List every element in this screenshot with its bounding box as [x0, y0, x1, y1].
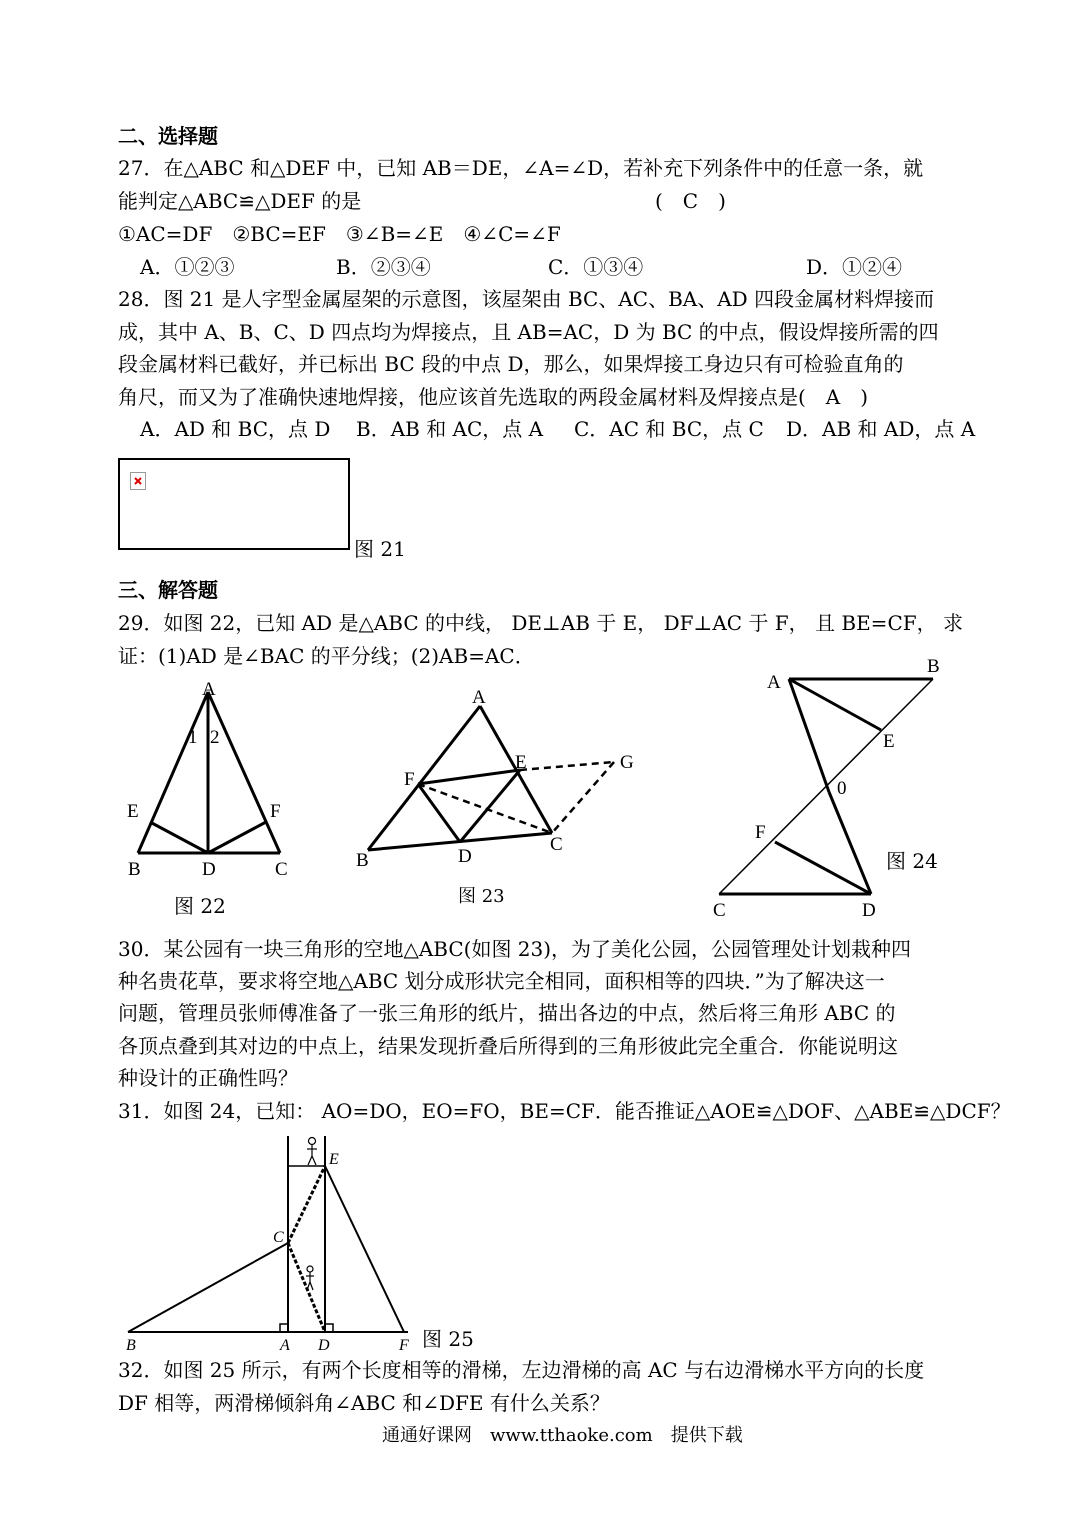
q27-conditions: ①AC=DF ②BC=EF ③∠B=∠E ④∠C=∠F	[118, 222, 561, 246]
fig25-right-angle-a	[280, 1324, 288, 1332]
figure-25	[118, 1130, 423, 1350]
q28-line3: 段金属材料已截好，并已标出 BC 段的中点 D，那么，如果焊接工身边只有可检验直角的	[118, 352, 904, 376]
fig23-label-g: G	[620, 752, 634, 773]
q31-text: 31．如图 24，已知： AO=DO，EO=FO，BE=CF．能否推证△AOE≌△DOF、△ABE≌△DCF？	[118, 1099, 1011, 1123]
broken-image-icon	[130, 472, 146, 490]
q28-line2: 成，其中 A、B、C、D 四点均为焊接点，且 AB=AC，D 为 BC 的中点，假设焊接所需的四	[118, 320, 939, 344]
fig23-dash-fc	[418, 784, 552, 833]
figure-21-label: 图 21	[354, 537, 406, 561]
fig23-label-e: E	[515, 752, 527, 773]
fig25-ladder-ce	[288, 1166, 325, 1243]
q29-line1: 29．如图 22，已知 AD 是△ABC 的中线， DE⊥AB 于 E， DF⊥AC 于 F， 且 BE=CF， 求	[118, 611, 963, 635]
figure-23	[352, 682, 652, 872]
fig25-label-b: B	[126, 1337, 136, 1350]
q27-option-d: D．①②④	[806, 255, 903, 279]
q30-line3: 问题，管理员张师傅准备了一张三角形的纸片，描出各边的中点，然后将三角形 ABC 的	[118, 1001, 896, 1025]
figure-23-label: 图 23	[458, 886, 505, 907]
fig25-label-d: D	[318, 1337, 330, 1350]
q30-line2: 种名贵花草，要求将空地△ABC 划分成形状完全相同，面积相等的四块．”为了解决这一	[118, 969, 885, 993]
fig24-label-c: C	[713, 900, 726, 921]
fig22-angle-1: 1	[188, 727, 198, 748]
q28-line4: 角尺，而又为了准确快速地焊接，他应该首先选取的两段金属材料及焊接点是( A )	[118, 385, 869, 409]
q27-line2: 能判定△ABC≌△DEF 的是	[118, 189, 362, 213]
fig22-label-f: F	[270, 801, 281, 822]
q32-line2: DF 相等，两滑梯倾斜角∠ABC 和∠DFE 有什么关系？	[118, 1391, 610, 1415]
q28-option-b: B．AB 和 AC，点 A	[356, 417, 544, 441]
figure-25-label: 图 25	[422, 1327, 474, 1351]
fig23-label-c: C	[550, 834, 563, 855]
q28-option-d: D．AB 和 AD，点 A	[786, 417, 976, 441]
fig24-seg-od	[829, 792, 871, 894]
fig23-mid-ed	[460, 770, 520, 842]
fig23-label-f: F	[404, 769, 415, 790]
q27-option-b: B．②③④	[336, 255, 431, 279]
fig22-side-ac	[208, 692, 280, 853]
q32-line1: 32．如图 25 所示，有两个长度相等的滑梯，左边滑梯的高 AC 与右边滑梯水平方向的长度	[118, 1358, 925, 1382]
fig23-mid-fd	[418, 784, 460, 842]
q30-line4: 各顶点叠到其对边的中点上，结果发现折叠后所得到的三角形彼此完全重合．你能说明这	[118, 1034, 898, 1058]
fig25-label-a: A	[280, 1337, 290, 1350]
fig24-label-e: E	[883, 731, 895, 752]
fig22-perp-de	[150, 822, 208, 853]
footer-credit: 通通好课网 www.tthaoke.com 提供下载	[382, 1425, 743, 1446]
fig25-label-f: F	[399, 1337, 409, 1350]
q27-option-c: C．①③④	[548, 255, 644, 279]
fig23-dash-eg	[520, 762, 614, 770]
fig23-label-a: A	[472, 687, 486, 708]
q27-answer: ( C )	[655, 189, 726, 213]
figure-21-placeholder	[118, 458, 350, 550]
fig25-person-mid-icon	[306, 1266, 314, 1290]
section-title-answer: 三、解答题	[118, 578, 218, 602]
fig25-label-e: E	[329, 1151, 339, 1168]
fig22-side-ab	[138, 692, 208, 853]
fig22-label-d: D	[202, 859, 216, 880]
figure-22	[118, 675, 308, 885]
figure-22-label: 图 22	[174, 894, 226, 918]
figure-24-label: 图 24	[886, 849, 938, 873]
q27-line1: 27．在△ABC 和△DEF 中，已知 AB＝DE，∠A=∠D，若补充下列条件中的任意一条，就	[118, 156, 924, 180]
fig24-seg-fd	[775, 842, 871, 894]
fig22-label-b: B	[128, 859, 141, 880]
q28-line1: 28．图 21 是人字型金属屋架的示意图，该屋架由 BC、AC、BA、AD 四段金属材料焊接而	[118, 287, 935, 311]
fig23-mid-fe	[418, 770, 520, 784]
fig24-seg-ao	[789, 679, 829, 792]
q28-option-a: A．AD 和 BC，点 D	[140, 417, 331, 441]
fig22-angle-2: 2	[210, 727, 220, 748]
q30-line5: 种设计的正确性吗？	[118, 1066, 298, 1090]
fig23-label-d: D	[458, 846, 472, 867]
q29-line2: 证：(1)AD 是∠BAC 的平分线；(2)AB=AC．	[118, 644, 535, 668]
fig22-label-e: E	[127, 801, 139, 822]
fig23-dash-gc	[552, 762, 614, 833]
q30-line1: 30．某公园有一块三角形的空地△ABC(如图 23)，为了美化公园，公园管理处计划栽种四	[118, 937, 912, 961]
fig25-label-c: C	[273, 1229, 284, 1246]
fig25-slide-ef	[325, 1166, 404, 1332]
fig25-ladder-cd	[288, 1243, 325, 1332]
q27-option-a: A．①②③	[140, 255, 235, 279]
fig22-label-c: C	[275, 859, 288, 880]
q28-option-c: C．AC 和 BC，点 C	[574, 417, 764, 441]
figure-24	[705, 652, 945, 922]
fig22-label-a: A	[202, 679, 216, 700]
fig25-person-top-icon	[307, 1138, 317, 1166]
fig24-label-f: F	[755, 822, 766, 843]
fig25-right-angle-d	[325, 1324, 333, 1332]
fig24-label-o: 0	[837, 778, 847, 799]
fig23-label-b: B	[356, 850, 369, 871]
section-title-choice: 二、选择题	[118, 124, 218, 148]
fig25-slide-bc	[128, 1243, 288, 1332]
fig24-label-d: D	[862, 900, 876, 921]
fig24-label-b: B	[927, 656, 940, 677]
fig22-perp-df	[208, 822, 266, 853]
fig24-label-a: A	[767, 672, 781, 693]
